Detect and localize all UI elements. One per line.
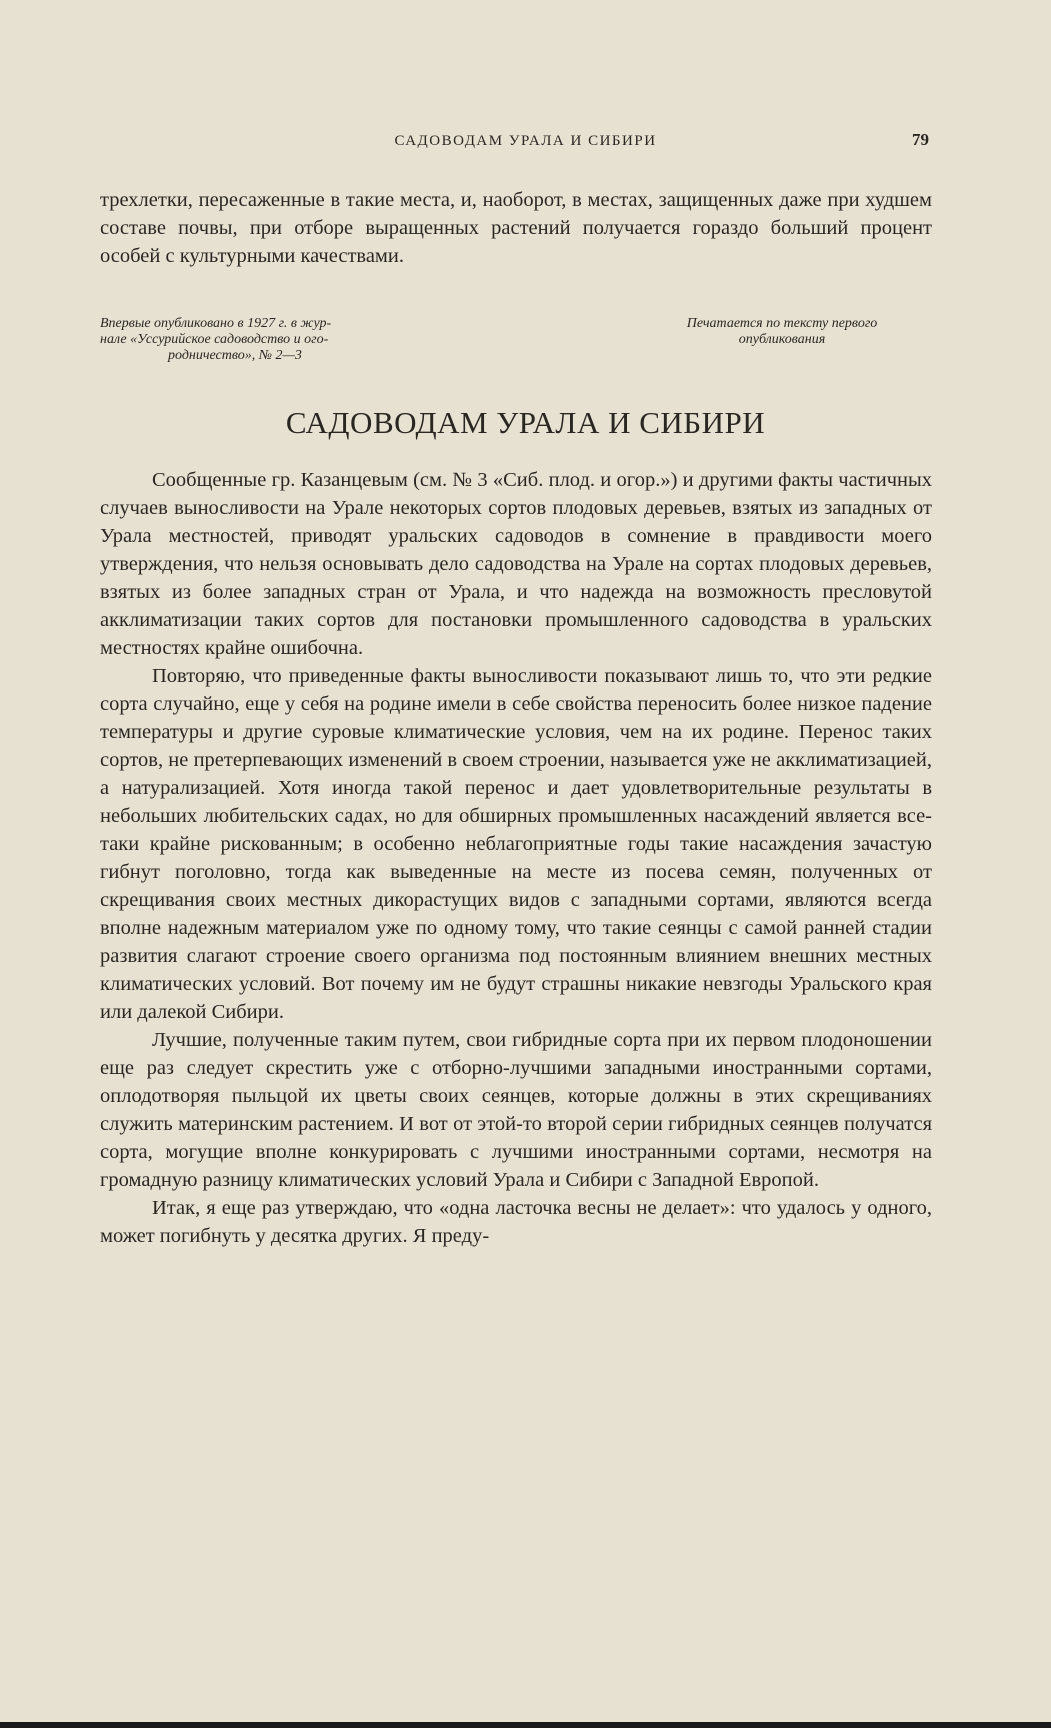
note-left <box>100 316 460 364</box>
running-head: САДОВОДАМ УРАЛА И СИБИРИ <box>394 133 657 149</box>
note-left-line: нале «Уссурийское садоводство и ого- <box>100 332 329 347</box>
page-bottom-edge <box>0 1722 1051 1728</box>
body-paragraph: Сообщенные гр. Казанцевым (см. № 3 «Сиб. плод. и огор.») и другими факты частичных случаев выносливости на Урале некоторых сортов плодовых деревьев, взятых из западных от Урала местностей, приводят уральских садоводов в сомнение в правдивости моего утверждения, что нельзя основывать дело садоводства на Урале на сортах плодовых деревьев, взятых из более западных стран от Урала, и что надежда на возможность пресловутой акклиматизации таких сортов для постановки промышленного садоводства в уральских местностях крайне ошибочна. <box>100 469 932 659</box>
body-paragraph: Лучшие, полученные таким путем, свои гибридные сорта при их первом плодоношении еще раз следует скрестить уже с отборно-лучшими западными иностранными сортами, оплодотворяя пыльцой их цветы своих сеянцев, которые должны в этих скрещиваниях служить материнским растением. И вот от этой-то второй серии гибридных сеянцев получатся сорта, могущие вполне конкурировать с лучшими иностранными сортами, несмотря на громадную разницу климатических условий Урала и Сибири с Западной Европой. <box>100 1029 932 1191</box>
body-paragraph: Итак, я еще раз утверждаю, что «одна ласточка весны не делает»: что удалось у одного, может погибнуть у десятка других. Я преду- <box>100 1197 932 1247</box>
body-paragraph: Повторяю, что приведенные факты выносливости показывают лишь то, что эти редкие сорта случайно, еще у себя на родине имели в себе свойства переносить более низкое падение температуры и другие суровые климатические условия, чем на их родине. Перенос таких сортов, не претерпевающих изменений в своем строении, называется уже не акклиматизацией, а натурализацией. Хотя иногда такой перенос и дает удовлетворительные результаты в небольших любительских садах, но для обширных промышленных насаждений является все-таки крайне рискованным; в особенно неблагоприятные годы такие насаждения зачастую гибнут поголовно, тогда как выведенные на месте из посева семян, полученных от скрещивания своих местных дикорастущих видов с западными сортами, являются всегда вполне надежным материалом уже по одному тому, что такие сеянцы с самой ранней стадии развития слагают строение своего организма под постоянным влиянием внешних местных климатических условий. Вот почему им не будут страшны никакие невзгоды Уральского края или далекой Сибири. <box>100 665 932 1023</box>
note-right-line: опубликования <box>738 332 826 347</box>
page-number: 79 <box>912 130 929 149</box>
note-right <box>632 316 932 348</box>
note-right-line: Печатается по тексту первого <box>686 316 878 331</box>
note-left-line: Впервые опубликовано в 1927 г. в жур- <box>100 316 332 331</box>
section-title: САДОВОДАМ УРАЛА И СИБИРИ <box>285 405 766 440</box>
lead-text <box>100 186 932 270</box>
lead-paragraph: трехлетки, пересаженные в такие места, и, наоборот, в местах, защищенных даже при худшем составе почвы, при отборе выращенных растений получается гораздо больший процент особей с культурными качествами. <box>100 189 932 267</box>
note-left-line: родничество», № 2—3 <box>168 348 302 363</box>
article-body <box>100 466 932 1250</box>
